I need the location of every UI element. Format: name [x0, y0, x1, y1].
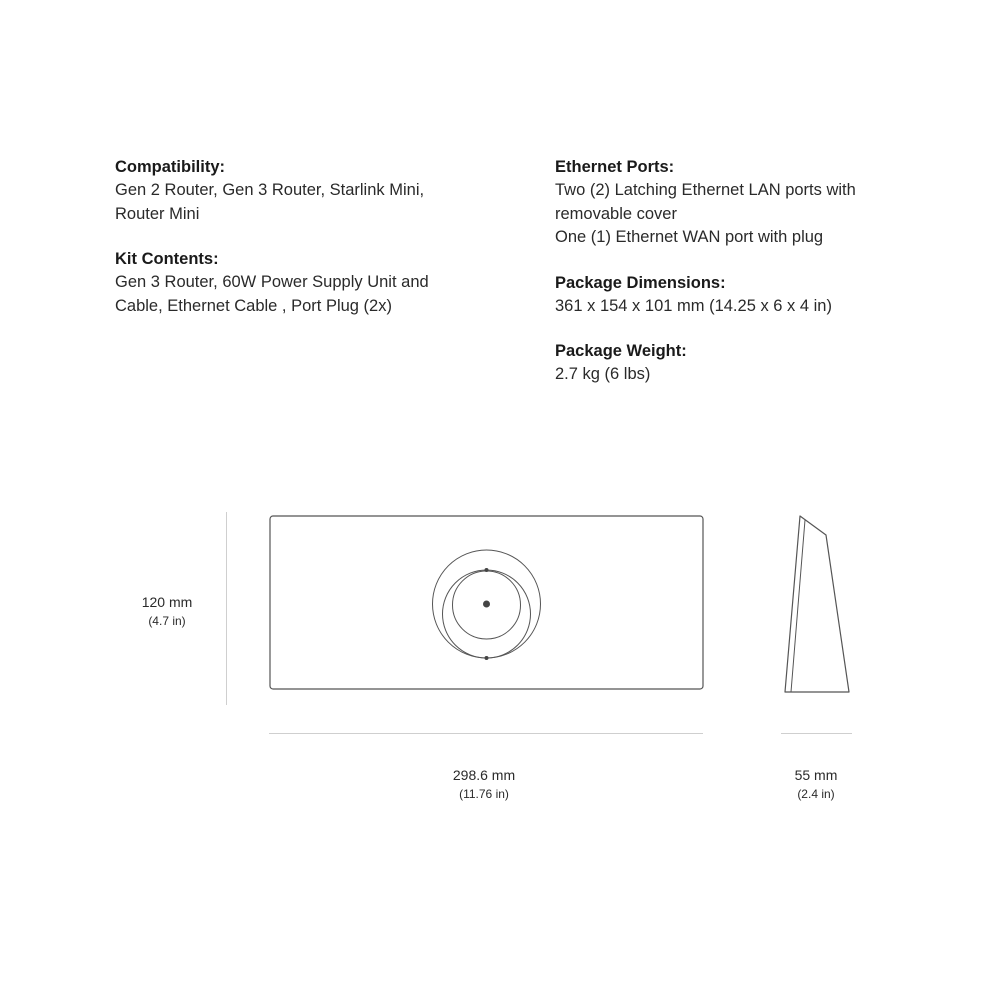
spec-title: Package Weight:: [555, 342, 687, 360]
router-side-outline: [785, 516, 849, 692]
depth-imperial: (2.4 in): [797, 787, 835, 801]
spec-line: One (1) Ethernet WAN port with plug: [555, 228, 824, 246]
depth-dimension-label: [776, 765, 856, 803]
width-imperial: (11.76 in): [459, 787, 509, 801]
spec-line: 2.7 kg (6 lbs): [555, 365, 651, 383]
spec-title: Compatibility:: [115, 158, 225, 176]
spec-line: Gen 2 Router, Gen 3 Router, Starlink Mini,: [115, 181, 425, 199]
spec-title: Kit Contents:: [115, 250, 219, 268]
router-button-middle-ring: [443, 570, 531, 658]
spec-line: removable cover: [555, 204, 677, 223]
width-dimension-label: [434, 765, 534, 803]
width-metric: 298.6 mm: [452, 767, 516, 783]
depth-metric: 55 mm: [794, 767, 838, 783]
spec-line: Two (2) Latching Ethernet LAN ports with: [555, 181, 856, 199]
height-dimension-label: [128, 592, 206, 630]
ring-marker-bottom: [485, 656, 489, 660]
router-status-light-icon: [483, 601, 490, 608]
spec-line: 361 x 154 x 101 mm (14.25 x 6 x 4 in): [555, 296, 832, 315]
ring-marker-top: [485, 568, 489, 572]
spec-line: Router Mini: [115, 204, 200, 223]
spec-title: Package Dimensions:: [555, 273, 726, 292]
height-imperial: (4.7 in): [148, 614, 186, 628]
spec-line: Gen 3 Router, 60W Power Supply Unit and: [115, 273, 429, 291]
height-metric: 120 mm: [141, 594, 193, 610]
spec-line: Cable, Ethernet Cable , Port Plug (2x): [115, 296, 392, 315]
spec-title: Ethernet Ports:: [555, 158, 675, 176]
